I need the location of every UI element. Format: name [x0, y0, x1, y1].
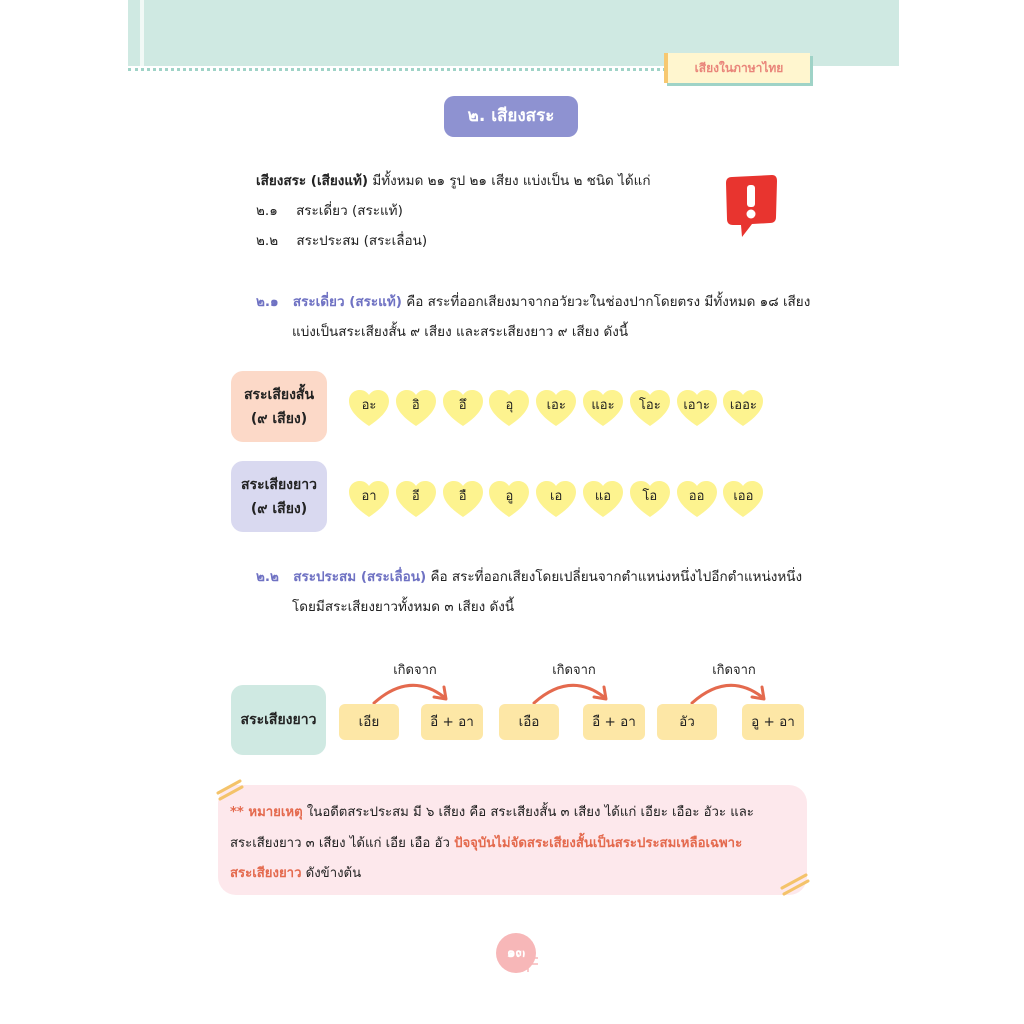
long-vowel-heart: [347, 479, 391, 519]
short-vowel-heart: [675, 388, 719, 428]
exclamation-speech-bubble-icon: [724, 173, 778, 225]
long-vowel-vowel: อู: [505, 489, 514, 504]
single-term: สระเดี่ยว (สระแท้): [292, 294, 402, 310]
long-vowel-heart: [721, 479, 765, 519]
intro-item-2-num: ๒.๒: [256, 233, 279, 249]
long-vowel-vowel: อื: [458, 489, 467, 504]
from-label: เกิดจาก: [712, 663, 756, 678]
diphthong-vowel-box: เอือ: [499, 704, 559, 740]
curved-arrow-icon: [532, 677, 618, 707]
long-vowel-vowel: โอ: [642, 489, 658, 504]
diphthong-source-box: อี + อา: [421, 704, 483, 740]
intro-lead-rest: มีทั้งหมด ๒๑ รูป ๒๑ เสียง แบ่งเป็น ๒ ชนิด ได้แก่: [368, 173, 651, 189]
from-label: เกิดจาก: [552, 663, 596, 678]
short-vowel-vowel: เออะ: [729, 398, 757, 413]
page-grid-decoration-icon: [516, 950, 538, 972]
short-vowel-heart: [347, 388, 391, 428]
chapter-tab: เสียงในภาษาไทย: [664, 53, 810, 83]
note-line3-rest: ดังข้างต้น: [301, 866, 362, 881]
diphthong-source-box: อื + อา: [583, 704, 645, 740]
intro-item-2: [256, 231, 427, 251]
short-vowel-vowel: อึ: [458, 398, 467, 413]
note-line-1: [230, 801, 754, 822]
short-vowel-label-box: [231, 371, 327, 442]
short-vowel-vowel: เอาะ: [683, 398, 710, 413]
long-vowel-label-box: [231, 461, 327, 532]
short-vowel-vowel: อะ: [361, 398, 377, 413]
note-line1-rest: ในอดีตสระประสม มี ๖ เสียง คือ สระเสียงสั้น ๓ เสียง ได้แก่ เอียะ เอือะ อัวะ และ: [302, 805, 754, 820]
diphthong-source-box: อู + อา: [742, 704, 804, 740]
diphthong-num: ๒.๒: [256, 569, 279, 585]
diphthong-vowel-box: อัว: [657, 704, 717, 740]
diphthong-term: สระประสม (สระเลื่อน): [293, 569, 427, 585]
intro-lead-bold: เสียงสระ (เสียงแท้): [256, 173, 369, 189]
diphthong-line1: คือ สระที่ออกเสียงโดยเปลี่ยนจากตำแหน่งหนึ่งไปอีกตำแหน่งหนึ่ง: [426, 569, 803, 585]
long-vowel-heart: [534, 479, 578, 519]
curved-arrow-icon: [690, 677, 776, 707]
section-title: ๒. เสียงสระ: [444, 96, 578, 137]
note-line-3: [230, 862, 361, 883]
note-line3-highlight: สระเสียงยาว: [230, 866, 302, 881]
diphthong-vowel-box: เอีย: [339, 704, 399, 740]
long-vowel-vowel: เอ: [550, 489, 563, 504]
short-vowel-heart: [628, 388, 672, 428]
intro-lead: [256, 171, 651, 191]
note-corner-stripes-top-icon: [214, 779, 246, 801]
short-vowel-heart: [721, 388, 765, 428]
short-vowel-heart: [581, 388, 625, 428]
short-vowel-label-line1: สระเสียงสั้น: [243, 386, 315, 403]
curved-arrow-icon: [372, 677, 458, 707]
intro-item-2-text: สระประสม (สระเลื่อน): [296, 233, 428, 249]
long-vowel-heart: [581, 479, 625, 519]
from-label: เกิดจาก: [393, 663, 437, 678]
single-num: ๒.๑: [256, 294, 279, 310]
long-vowel-label-line2: (๙ เสียง): [250, 500, 308, 517]
short-vowel-vowel: เอะ: [546, 398, 566, 413]
short-vowel-heart: [394, 388, 438, 428]
short-vowel-heart: [487, 388, 531, 428]
intro-item-1-text: สระเดี่ยว (สระแท้): [296, 203, 403, 219]
diphthong-definition-line1: [256, 567, 802, 587]
short-vowel-heart: [441, 388, 485, 428]
long-vowel-vowel: ออ: [688, 489, 705, 504]
long-vowel-vowel: อา: [361, 489, 377, 504]
long-vowel-heart: [441, 479, 485, 519]
intro-item-1-num: ๒.๑: [256, 203, 278, 219]
diphthong-label: สระเสียงยาว: [240, 712, 317, 728]
single-vowel-definition-line1: [256, 292, 810, 312]
long-vowel-vowel: แอ: [594, 489, 612, 504]
short-vowel-vowel: อุ: [505, 398, 514, 413]
long-vowel-heart: [675, 479, 719, 519]
note-prefix: ** หมายเหตุ: [230, 805, 303, 820]
short-vowel-label-line2: (๙ เสียง): [250, 410, 308, 427]
single-line1: คือ สระที่ออกเสียงมาจากอวัยวะในช่องปากโดยตรง มีทั้งหมด ๑๘ เสียง: [401, 294, 811, 310]
note-line2-highlight: ปัจจุบันไม่จัดสระเสียงสั้นเป็นสระประสมเหลือเฉพาะ: [454, 836, 743, 851]
short-vowel-vowel: แอะ: [591, 398, 615, 413]
short-vowel-vowel: อิ: [411, 398, 420, 413]
long-vowel-heart: [394, 479, 438, 519]
diphthong-label-box: [231, 685, 326, 755]
page-number: ๑๓: [496, 933, 536, 973]
short-vowel-vowel: โอะ: [638, 398, 661, 413]
long-vowel-vowel: เออ: [733, 489, 754, 504]
long-vowel-heart: [487, 479, 531, 519]
note-line-2: [230, 832, 742, 853]
long-vowel-heart: [628, 479, 672, 519]
diphthong-line2: โดยมีสระเสียงยาวทั้งหมด ๓ เสียง ดังนี้: [292, 599, 515, 615]
intro-item-1: [256, 201, 403, 221]
long-vowel-label-line1: สระเสียงยาว: [241, 476, 317, 493]
note-line2-plain: สระเสียงยาว ๓ เสียง ได้แก่ เอีย เอือ อัว: [230, 836, 455, 851]
single-line2: แบ่งเป็นสระเสียงสั้น ๙ เสียง และสระเสียงยาว ๙ เสียง ดังนี้: [292, 324, 629, 340]
note-corner-stripes-bottom-icon: [778, 872, 812, 896]
long-vowel-vowel: อี: [411, 489, 420, 504]
header-edge-line: [140, 0, 144, 66]
short-vowel-heart: [534, 388, 578, 428]
